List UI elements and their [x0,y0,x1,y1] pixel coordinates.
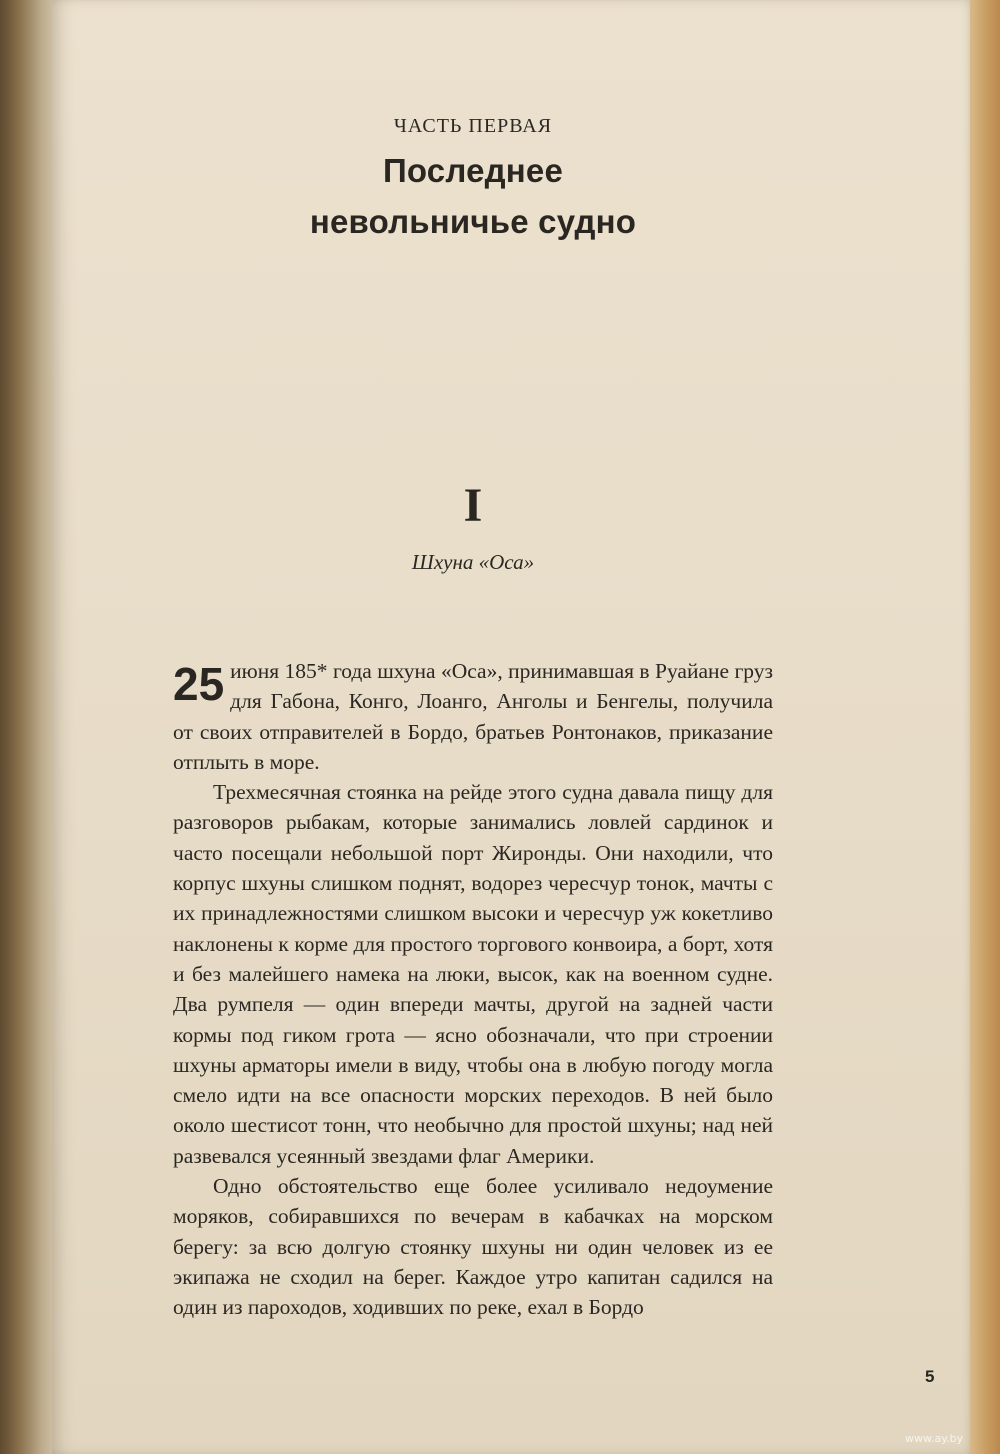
watermark: www.ay.by [905,1432,964,1445]
page-number: 5 [925,1367,935,1386]
drop-cap: 25 [173,658,225,710]
paragraph-3: Одно обстоятельство еще более усиливало недоумение моряков, собиравшихся по вечерам в кабачках на морском берегу: за всю долгую стоянку шхуны ни один человек из ее экипажа не сходил на берег. Каждое утро капитан садился на один из пароходов, ходивших по реке, ехал в Бордо [173,1174,773,1320]
part-label: ЧАСТЬ ПЕРВАЯ [393,115,553,137]
chapter-subtitle: Шхуна «Оса» [411,550,535,574]
paragraph-1 [173,656,773,777]
chapter-number: I [463,479,483,532]
title-line-2: невольничье судно [309,203,637,240]
paragraph-2: Трехмесячная стоянка на рейде этого судна давала пищу для разговоров рыбакам, которые занимались ловлей сардинок и часто посещали небольшой порт Жиронды. Они находили, что корпус шхуны слишком поднят, водорез чересчур тонок, мачты с их принадлежностями слишком высоки и чересчур уж кокетливо наклонены к корме для простого торгового конвоира, а борт, хотя и без малейшего намека на люки, высок, как на военном судне. Два румпеля — один впереди мачты, другой на задней части кормы под гиком грота — ясно обозначали, что при строении шхуны арматоры имели в виду, чтобы она в любую погоду могла смело идти на все опасности морских переходов. В ней было около шестисот тонн, что необычно для простой шхуны; над ней развевался усеянный звездами флаг Америки. [173,780,773,1168]
page-edge [970,0,1000,1454]
title-line-1: Последнее [382,152,564,189]
book-page [52,0,972,1454]
paragraph-1-text: июня 185* года шхуна «Оса», принимавшая в Руайане груз для Габона, Конго, Лоанго, Анголы и Бенгелы, получила от своих отправителей в Бордо, братьев Ронтонаков, приказание отплыть в море. [173,659,773,774]
body-text [173,656,773,1323]
